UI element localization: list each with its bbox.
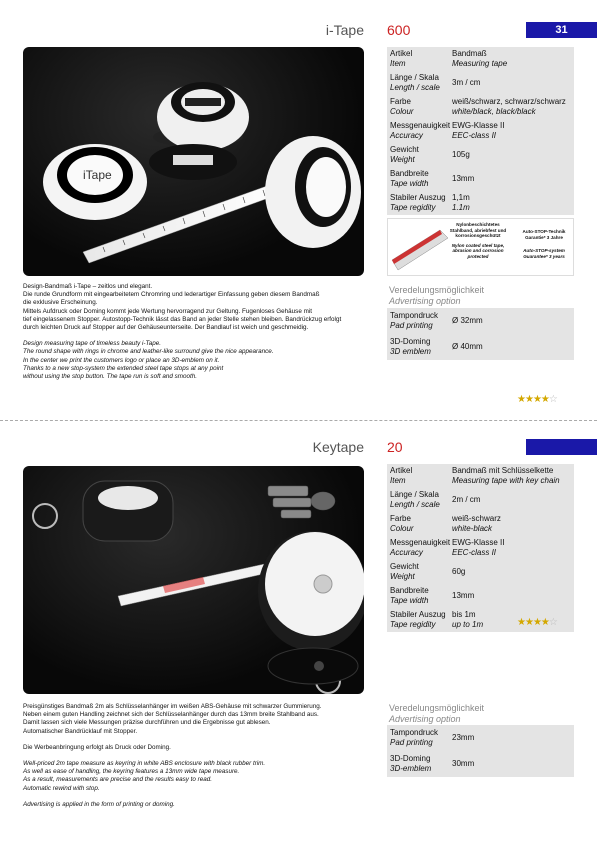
feature-box [387,218,574,276]
advertising-value: 23mm [452,733,475,742]
spec-value: EWG-Klasse II [452,121,505,130]
advertising-row [387,751,574,777]
desc-line: Automatischer Bandrücklauf mit Stopper. [23,727,138,735]
product-header [0,22,597,40]
spec-row [387,47,574,71]
advertising-value: Ø 40mm [452,342,483,351]
spec-label-en: Colour [390,107,414,116]
desc-line-en: As a result, measurements are precise and the results easy to read. [23,776,212,784]
advertising-heading-de: Veredelungsmöglichkeit [389,703,485,713]
star-icon: ★ [540,394,549,405]
spec-value: weiß-schwarz [452,514,501,523]
spec-row [387,512,574,536]
spec-value: Bandmaß [452,49,487,58]
advertising-value: 30mm [452,759,475,768]
spec-value: 2m / cm [452,495,481,504]
product-name: i-Tape [325,22,364,38]
advertising-label: 3D-Doming [390,754,431,763]
advertising-heading-en: Advertising option [389,296,461,306]
advertising-row [387,334,574,360]
desc-line: die exklusive Erscheinung. [23,299,98,307]
spec-label-en: Length / scale [390,83,440,92]
desc-line: tief eingelassenem Stopper. Autostopp-Technik lässt das Band an jeder Stelle stehen bleiben. Bandrückzug erfolgt [23,315,342,323]
spec-value: bis 1m [452,610,476,619]
spec-row [387,191,574,215]
advertising-label-en: 3D-emblem [390,764,432,773]
nylon-feature [444,222,512,260]
advertising-table [387,308,574,360]
spec-row [387,464,574,488]
spec-label-en: Tape width [390,596,429,605]
spec-row [387,560,574,584]
description-itape [23,283,368,381]
advertising-heading [389,285,484,307]
spec-value: EWG-Klasse II [452,538,505,547]
spec-value-en: white/black, black/black [452,107,536,116]
spec-label: Farbe [390,97,411,106]
spec-value-en: up to 1m [452,620,484,629]
desc-line: durch leichten Druck auf Stopper auf der Gehäuseunterseite. Der Bandlauf ist weich und geschmeidig. [23,324,309,332]
product-header [0,439,597,457]
advertising-row [387,725,574,751]
spec-label-en: Colour [390,524,414,533]
spec-label-en: Tape regidity [390,203,436,212]
spec-label-en: Tape width [390,179,429,188]
desc-line-en: without using the stop button. The tape run is soft and smooth. [23,373,197,381]
advertising-label-en: 3D emblem [390,347,431,356]
advertising-table [387,725,574,777]
spec-row [387,167,574,191]
spec-row [387,536,574,560]
star-icon: ★ [532,394,541,405]
desc-line: Mittels Aufdruck oder Doming kommt jede Wertung hervorragend zur Geltung. Fugenloses Gehäuse mit [23,307,312,315]
spec-label-en: Accuracy [390,131,423,140]
autostop-feature [516,229,572,259]
desc-line: Preisgünstiges Bandmaß 2m als Schlüsselanhänger im weißen ABS-Gehäuse mit schwarzer Gummierung. [23,703,322,710]
desc-line-en: The round shape with rings in chrome and leather-like surround give the nice appearance. [23,348,274,356]
spec-label: Stabiler Auszug [390,193,446,202]
desc-line: Damit lassen sich viele Messungen präzise durchführen und die Ergebnisse gut ablesen. [23,719,271,727]
product-photo-keytape [23,466,364,694]
spec-label: Gewicht [390,562,419,571]
spec-row [387,95,574,119]
spec-value: 1,1m [452,193,470,202]
desc-line: Neben einem guten Handling zeichnet sich der Schlüsselanhänger durch das 13mm breite Stahlband aus. [23,711,319,719]
spec-value-en: EEC-class II [452,131,497,140]
desc-line-en: Automatic rewind with stop. [23,784,100,792]
spec-label: Stabiler Auszug [390,610,446,619]
spec-value-en: 1.1m [452,203,470,212]
desc-line-en: Advertising is applied in the form of printing or doming. [23,800,175,808]
spec-value: Bandmaß mit Schlüsselkette [452,466,554,475]
spec-value: weiß/schwarz, schwarz/schwarz [452,97,566,106]
star-empty-icon: ☆ [548,617,557,628]
product-number: 20 [387,439,403,455]
product-name: Keytape [312,439,364,455]
autostop-feature-de: Auto-STOP-Technik Garantie* 3 Jahre [522,229,566,240]
spec-label-en: Length / scale [390,500,440,509]
rating-stars [517,394,557,405]
product-number: 600 [387,22,411,38]
spec-label: Gewicht [390,145,419,154]
spec-row [387,71,574,95]
advertising-heading-de: Veredelungsmöglichkeit [389,285,485,295]
advertising-row [387,308,574,334]
spec-label: Länge / Skala [390,490,439,499]
spec-value-en: white-black [452,524,493,533]
star-icon: ★ [524,394,533,405]
desc-line: Die Werbeanbringung erfolgt als Druck oder Doming. [23,743,171,751]
spec-value: 13mm [452,591,475,600]
star-icon: ★ [532,617,541,628]
tape-closeup-icon [390,220,450,276]
spec-label-en: Item [390,59,406,68]
star-icon: ★ [517,394,525,405]
star-icon: ★ [517,617,525,628]
spec-label: Bandbreite [390,169,429,178]
spec-label: Messgenauigkeit [390,121,451,130]
advertising-label-en: Pad printing [390,738,433,747]
spec-label: Länge / Skala [390,73,439,82]
desc-line-en: As well as ease of handling, the keyring features a 13mm wide tape measure. [23,768,240,776]
desc-line: Design-Bandmaß i-Tape – zeitlos und elegant. [23,283,153,290]
product-section-itape [0,0,597,420]
spec-value: 13mm [452,174,475,183]
autostop-feature-en: Auto-STOP-system Guarantee* 3 years [523,248,565,259]
spec-label: Artikel [390,466,413,475]
description-keytape [23,703,368,809]
spec-label: Farbe [390,514,411,523]
spec-label-en: Accuracy [390,548,423,557]
advertising-heading [389,703,484,725]
nylon-feature-de: Nylonbeschichtetes Stahlband, abriebfest und korrosionsgeschützt [449,222,507,239]
advertising-label: 3D-Doming [390,337,431,346]
spec-label: Bandbreite [390,586,429,595]
star-empty-icon: ☆ [548,394,557,405]
desc-line-en: In the center we print the customers logo or place an 3D-emblem on it. [23,356,220,364]
advertising-label-en: Pad printing [390,321,433,330]
advertising-label: Tampondruck [390,728,439,737]
spec-label: Messgenauigkeit [390,538,451,547]
advertising-value: Ø 32mm [452,316,483,325]
page-number-badge: 31 [526,22,597,38]
star-icon: ★ [540,617,549,628]
spec-value: 105g [452,150,470,159]
spec-value: 60g [452,567,466,576]
desc-line: Die runde Grundform mit eingearbeitetem Chromring und lederartiger Einfassung geben diesem Bandmaß [23,291,320,299]
spec-label-en: Weight [390,572,415,581]
spec-table-itape [387,47,574,215]
spec-value: 3m / cm [452,78,481,87]
advertising-heading-en: Advertising option [389,714,461,724]
spec-label-en: Tape regidity [390,620,436,629]
product-photo-itape [23,47,364,276]
page-color-badge [526,439,597,455]
spec-row [387,119,574,143]
svg-text:iTape: iTape [83,168,112,182]
spec-label-en: Item [390,476,406,485]
spec-table-keytape [387,464,574,632]
spec-value-en: Measuring tape [452,59,508,68]
star-icon: ★ [524,617,533,628]
nylon-feature-en: Nylon coated steel tape, abrasion and corrosion protected [451,242,505,259]
desc-line-en: Well-priced 2m tape measure as keyring in white ABS enclosure with black rubber trim. [23,760,266,768]
spec-row [387,584,574,608]
desc-line-en: Thanks to a new stop-system the extended steel tape stops at any point [23,364,224,372]
spec-label-en: Weight [390,155,415,164]
desc-line-en: Design measuring tape of timeless beauty i-Tape. [23,340,162,348]
spec-row [387,143,574,167]
advertising-label: Tampondruck [390,311,439,320]
spec-value-en: EEC-class II [452,548,497,557]
spec-row [387,488,574,512]
rating-stars [517,617,557,628]
spec-value-en: Measuring tape with key chain [452,476,560,485]
spec-label: Artikel [390,49,413,58]
product-section-keytape [0,420,597,844]
